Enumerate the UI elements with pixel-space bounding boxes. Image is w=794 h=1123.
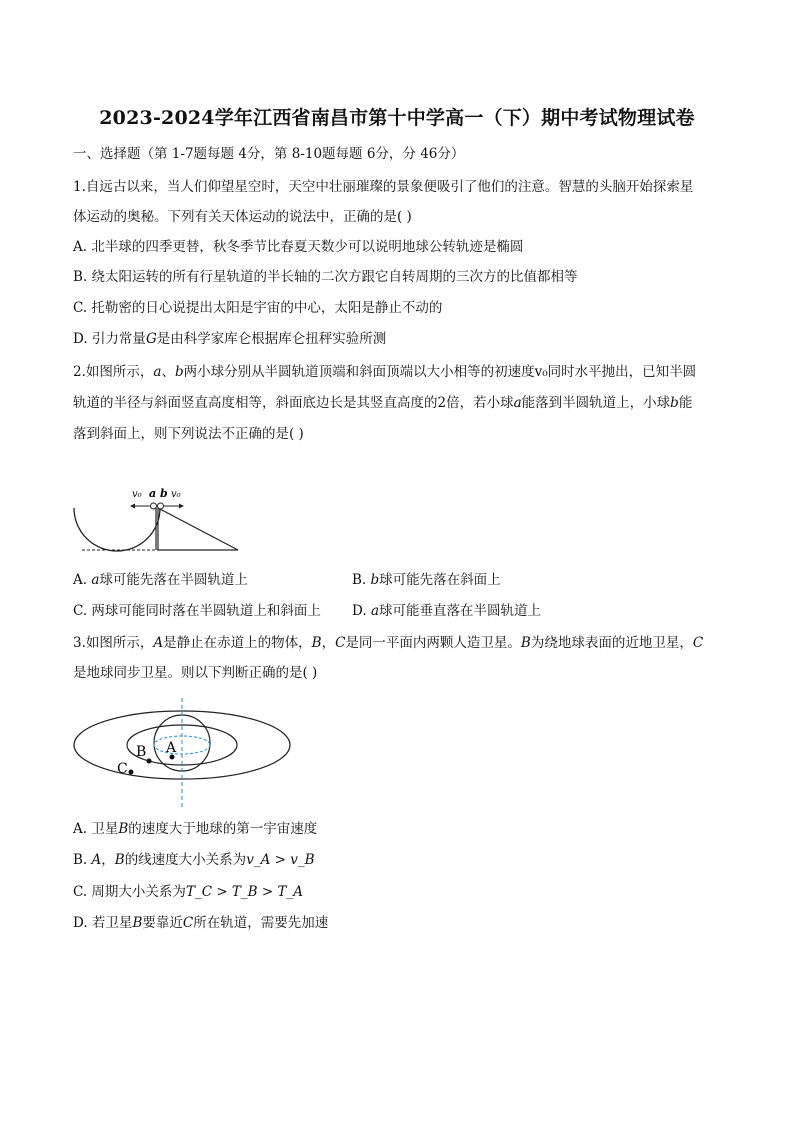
q2-stem-line3: 落到斜面上，则下列说法不正确的是( ): [73, 426, 304, 442]
page-title: 2023-2024学年江西省南昌市第十中学高一（下）期中考试物理试卷: [99, 107, 695, 129]
q2-fig-label-v0-left: v₀: [132, 489, 142, 500]
q1-option-c: C. 托勒密的日心说提出太阳是宇宙的中心，太阳是静止不动的: [73, 300, 443, 316]
q1-option-d: D. 引力常量G是由科学家库仑根据库仑扭秤实验所测: [73, 331, 387, 347]
q3-fig-label-b: B: [136, 744, 147, 760]
q3-option-d: D. 若卫星B要靠近C所在轨道，需要先加速: [73, 915, 329, 931]
q3-formula-c: T_C > T_B > T_A: [185, 884, 303, 900]
q1-option-a: A. 北半球的四季更替，秋冬季节比春夏天数少可以说明地球公转轨迹是椭圆: [73, 239, 524, 255]
q3-formula-b: v_A > v_B: [246, 852, 315, 868]
q3-fig-label-c: C: [117, 761, 128, 777]
q1-stem-line2: 体运动的奥秘。下列有关天体运动的说法中，正确的是( ): [73, 209, 412, 225]
q2-option-a: A. a球可能先落在半圆轨道上: [73, 572, 248, 588]
q3-option-a: A. 卫星B的速度大于地球的第一宇宙速度: [73, 821, 318, 837]
q2-option-b: B. b球可能先落在斜面上: [352, 572, 501, 588]
q2-option-c: C. 两球可能同时落在半圆轨道上和斜面上: [73, 603, 321, 619]
q3-option-c: C. 周期大小关系为T_C > T_B > T_A: [73, 884, 303, 900]
q3-fig-label-a: A: [166, 740, 177, 756]
q1-option-b: B. 绕太阳运转的所有行星轨道的半长轴的二次方跟它自转周期的三次方的比值都相等: [73, 269, 578, 285]
q1-stem-line1: 1.自远古以来，当人们仰望星空时，天空中壮丽璀璨的景象便吸引了他们的注意。智慧的头脑开始探索星: [73, 179, 694, 195]
q2-figure: [70, 484, 250, 558]
q3-stem-line2: 是地球同步卫星。则以下判断正确的是( ): [73, 665, 318, 681]
q2-fig-label-ab: a b: [149, 487, 168, 500]
q2-stem-line1: 2.如图所示，a、b两小球分别从半圆轨道顶端和斜面顶端以大小相等的初速度v₀同时水平抛出，已知半圆: [73, 364, 697, 380]
q2-stem-line2: 轨道的半径与斜面竖直高度相等，斜面底边长是其竖直高度的2倍，若小球a能落到半圆轨道上，小球b能: [73, 395, 693, 411]
section-heading: 一、选择题（第 1-7题每题 4分，第 8-10题每题 6分，分 46分）: [73, 146, 465, 162]
q2-option-d: D. a球可能垂直落在半圆轨道上: [352, 603, 541, 619]
q3-option-b: B. A，B的线速度大小关系为v_A > v_B: [73, 852, 315, 868]
q2-fig-label-v0-right: v₀: [171, 489, 181, 500]
q3-figure: [70, 695, 310, 809]
q3-stem-line1: 3.如图所示，A是静止在赤道上的物体，B，C是同一平面内两颗人造卫星。B为绕地球表面的近地卫星，C: [73, 635, 704, 651]
